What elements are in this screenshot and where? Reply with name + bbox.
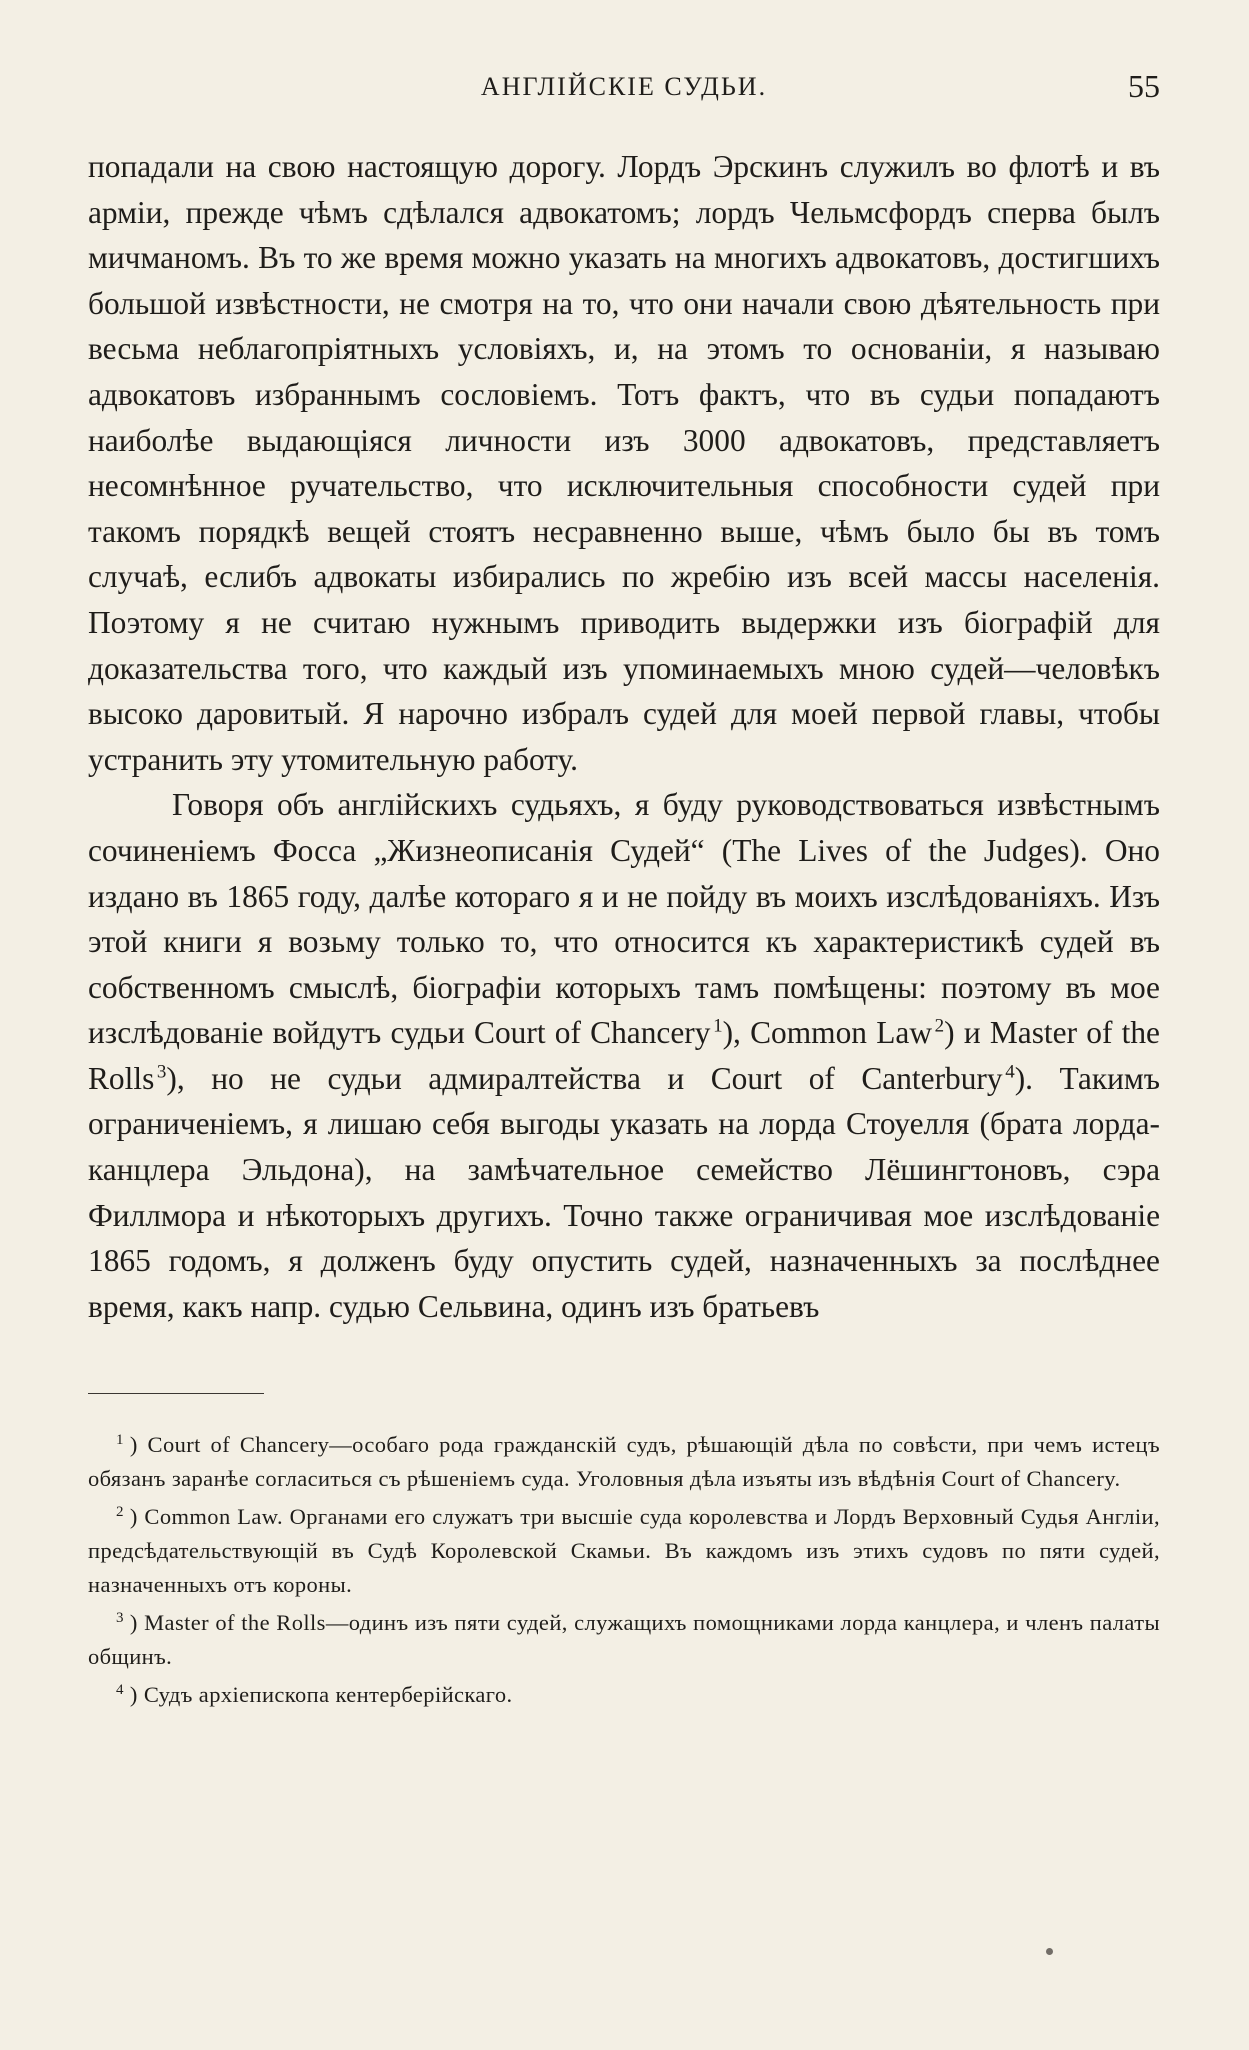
footnote-marker: 1 [116, 1431, 124, 1448]
paragraph-2-text-d: ), но не судьи адмиралтейства и Court of Canterbury [166, 1060, 1003, 1096]
page-number: 55 [1128, 68, 1160, 104]
paragraph-2-text-e: ). Такимъ ограниченіемъ, я лишаю себя выгоды указать на лорда Стоуелля (брата лорда-канцлера Эльдона), на замѣчательное семейство Лёшингтоновъ, сэра Филлмора и нѣкоторыхъ другихъ. Точно также ограничивая мое изслѣдованіе 1865 годомъ, я долженъ буду опустить судей, назначенныхъ за послѣднее время, какъ напр. судью Сельвина, одинъ изъ братьевъ [88, 1060, 1161, 1324]
footnote-1 [88, 1428, 1160, 1496]
paragraph-1: попадали на свою настоящую дорогу. Лордъ Эрскинъ служилъ во флотѣ и въ арміи, прежде чѣмъ сдѣлался адвокатомъ; лордъ Чельмсфордъ сперва былъ мичманомъ. Въ то же время можно указать на многихъ адвокатовъ, достигшихъ большой извѣстности, не смотря на то, что они начали свою дѣятельность при весьма неблагопріятныхъ условіяхъ, и, на этомъ то основаніи, я называю адвокатовъ избраннымъ сословіемъ. Тотъ фактъ, что въ судьи попадаютъ наиболѣе выдающіяся личности изъ 3000 адвокатовъ, представляетъ несомнѣнное ручательство, что исключительныя способности судей при такомъ порядкѣ вещей стоятъ несравненно выше, чѣмъ было бы въ томъ случаѣ, еслибъ адвокаты избирались по жребію изъ всей массы населенія. Поэтому я не считаю нужнымъ приводить выдержки изъ біографій для доказательства того, что каждый изъ упоминаемыхъ мною судей—человѣкъ высоко даровитый. Я нарочно избралъ судей для моей первой главы, чтобы устранить эту утомительную работу. [88, 149, 1160, 777]
running-title: АНГЛІЙСКІЕ СУДЬИ. [480, 72, 768, 101]
footnote-ref-3: 3 [156, 1061, 167, 1083]
footnote-3 [88, 1606, 1160, 1674]
ink-speck [1046, 1948, 1053, 1955]
paragraph-2 [88, 782, 1160, 1329]
paragraph-2-text-b: ), Common Law [722, 1015, 932, 1051]
footnote-text: ) Court of Chancery—особаго рода гражданскій судъ, рѣшающій дѣла по совѣсти, при чемъ истецъ обязанъ заранѣе согласиться съ рѣшеніемъ суда. Уголовныя дѣла изъяты изъ вѣдѣнія Court of Chancery. [88, 1432, 1160, 1492]
footnotes [88, 1428, 1160, 1712]
running-header [88, 68, 1160, 108]
paragraph-2-text-a: Говоря объ англійскихъ судьяхъ, я буду руководствоваться извѣстнымъ сочиненіемъ Фосса „Жизнеописанія Судей“ (The Lives of the Judges). Оно издано въ 1865 году, далѣе котораго я и не пойду въ моихъ изслѣдованіяхъ. Изъ этой книги я возьму только то, что относится къ характеристикѣ судей въ собственномъ смыслѣ, біографіи которыхъ тамъ помѣщены: поэтому въ мое изслѣдованіе войдутъ судьи Court of Chancery [88, 787, 1160, 1051]
footnote-ref-1: 1 [713, 1015, 723, 1037]
paragraph-2-text-c: ) и Master of the Rolls [88, 1015, 1160, 1096]
footnote-divider [88, 1393, 264, 1394]
footnote-text: ) Master of the Rolls—одинъ изъ пяти судей, служащихъ помощниками лорда канцлера, и членъ палаты общинъ. [88, 1610, 1160, 1670]
footnote-ref-4: 4 [1005, 1061, 1015, 1083]
footnote-text: ) Common Law. Органами его служатъ три высшіе суда королевства и Лордъ Верховный Судья Англіи, предсѣдательствующій въ Судѣ Королевской Скамьи. Въ каждомъ изъ этихъ судовъ по пяти судей, назначенныхъ отъ короны. [88, 1504, 1160, 1598]
footnote-ref-2: 2 [934, 1015, 945, 1037]
footnote-marker: 3 [116, 1609, 124, 1626]
footnote-marker: 2 [116, 1503, 124, 1520]
footnote-2 [88, 1500, 1160, 1602]
footnote-text: ) Судъ архіепископа кентерберійскаго. [129, 1682, 513, 1708]
footnote-4 [88, 1678, 1160, 1712]
book-page [88, 68, 1160, 1716]
footnote-marker: 4 [116, 1681, 124, 1698]
